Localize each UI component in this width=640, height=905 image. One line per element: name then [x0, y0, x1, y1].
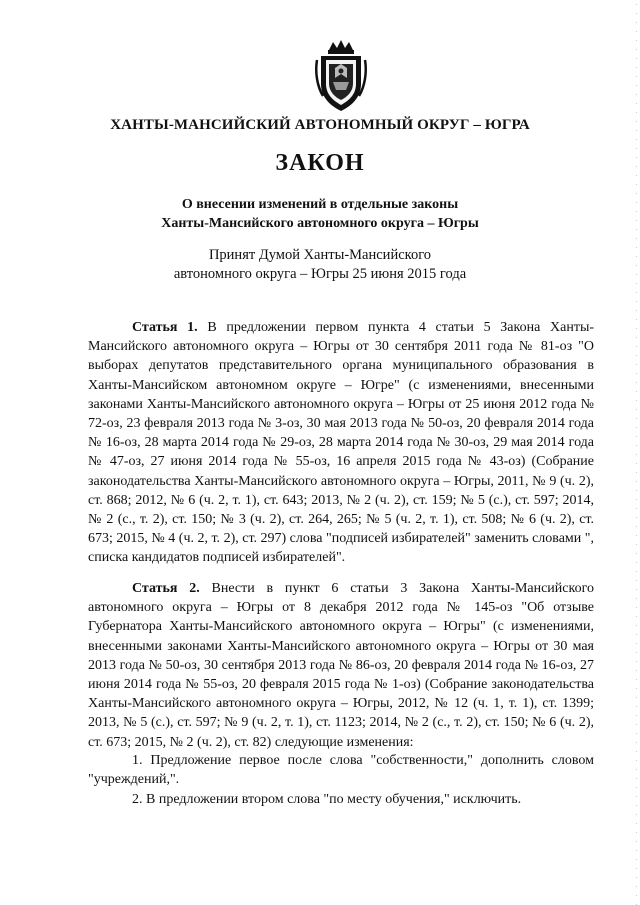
- article-2-text: Внести в пункт 6 статьи 3 Закона Ханты-Мансийского автономного округа – Югры от 8 декабря 2012 года № 145-оз "Об отзыве Губернатора Ханты-Мансийского автономного округа – Югры" (с изменениями, внесенными законами Ханты-Мансийского автономного округа – Югры от 30 мая 2013 года № 50-оз, 30 сентября 2013 года № 86-оз, 20 февраля 2014 года № 16-оз, 27 июня 2014 года № 55-оз, 20 февраля 2015 года № 1-оз) (Собрание законодательства Ханты-Мансийского автономного округа – Югры, 2012, № 12 (ч. 1, т. 1), ст. 1399; 2013, № 5 (с.), ст. 597; № 9 (ч. 2, т. 1), ст. 1123; 2014, № 2 (с., т. 2), ст. 150; № 6 (ч. 2), ст. 673; 2015, № 2 (ч. 2), ст. 82) следующие изменения:: [88, 581, 594, 750]
- article-1-label: Статья 1.: [132, 320, 198, 335]
- article-1-text: В предложении первом пункта 4 статьи 5 Закона Ханты-Мансийского автономного округа – Югры от 30 сентября 2011 года № 81-оз "О выборах депутатов представительного органа муниципального образования в Ханты-Мансийском автономном округе – Югре" (с изменениями, внесенными законами Ханты-Мансийского автономного округа – Югры от 25 июня 2012 года № 72-оз, 23 февраля 2013 года № 3-оз, 30 мая 2013 года № 50-оз, 20 февраля 2014 года № 16-оз, 28 марта 2014 года № 29-оз, 28 марта 2014 года № 30-оз, 29 мая 2014 года № 47-оз, 27 июня 2014 года № 55-оз, 16 апреля 2015 года № 43-оз) (Собрание законодательства Ханты-Мансийского автономного округа – Югры, 2011, № 9 (ч. 2), ст. 868; 2012, № 6 (ч. 2, т. 1), ст. 643; 2013, № 2 (ч. 2), ст. 159; № 5 (с.), ст. 597; 2014, № 2 (с., т. 2), ст. 150; № 3 (ч. 2), ст. 264, 265; № 5 (ч. 2, т. 1), ст. 508; № 6 (ч. 2), ст. 673; 2015, № 4 (ч. 2, т. 2), ст. 297) слова "подписей избирателей" заменить словами ", списка кандидатов подписей избирателей".: [88, 320, 595, 566]
- adoption-line-2: автономного округа – Югры 25 июня 2015 года: [173, 266, 467, 282]
- article-2-item-2: 2. В предложении втором слова "по месту обучения," исключить.: [132, 792, 522, 807]
- region-title: ХАНТЫ-МАНСИЙСКИЙ АВТОНОМНЫЙ ОКРУГ – ЮГРА: [110, 117, 530, 133]
- article-2-item-1: 1. Предложение первое после слова "собственности," дополнить словом "учреждений,".: [88, 753, 594, 788]
- subject-line-2: Ханты-Мансийского автономного округа – Югры: [161, 216, 479, 231]
- subject-line-1: О внесении изменений в отдельные законы: [181, 197, 459, 212]
- adoption-note: [0, 246, 640, 284]
- article-2: [88, 579, 594, 752]
- law-subject: [0, 195, 640, 233]
- coat-of-arms-icon: [313, 38, 369, 114]
- law-title: ЗАКОН: [275, 150, 365, 176]
- article-1: [88, 318, 594, 568]
- adoption-line-1: Принят Думой Ханты-Мансийского: [208, 247, 432, 263]
- scan-edge: [635, 0, 638, 905]
- article-2-label: Статья 2.: [132, 581, 200, 596]
